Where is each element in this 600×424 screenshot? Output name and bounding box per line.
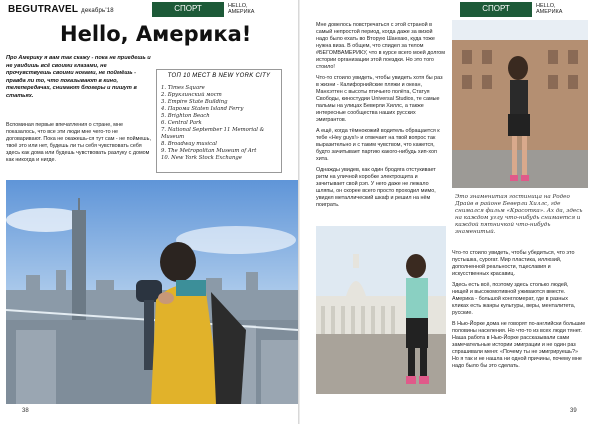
section-note-line1: HELLO, — [536, 3, 556, 9]
skyline-image — [6, 180, 298, 404]
list-item: 3. Empire State Building — [161, 99, 228, 105]
top-places-heading: ТОП 10 МЕСТ В NEW YORK CITY — [167, 73, 271, 79]
brand-name: BEGUTRAVEL — [8, 4, 79, 15]
hotel-image — [452, 20, 588, 188]
photo-caption: Это знаменитая гостиница на Родео Драйв в районе Беверли Хиллс, где снимался фильм «Красотка». Ах да, здесь на каждом углу что-нибудь снимается и каждой пятничкой что-нибудь знаменитый. — [455, 194, 583, 235]
page-title: Hello, Америка! — [60, 22, 252, 46]
section-note-line1: HELLO, — [228, 3, 248, 9]
list-item: 6. Central Park — [161, 120, 202, 126]
column-paragraph: Что-то стоило увидеть, чтобы убедиться, что это пустышка, сурогат. Мир пластика, иллюзий, дополненной реальности, тщеславия и искусственных красавиц. — [452, 250, 575, 277]
hotel-photo — [452, 20, 588, 188]
issue-date: декабрь'18 — [81, 8, 114, 14]
intro-paragraph: Про Америку я вам так скажу - пока не приедешь и не увидишь всё своими глазами, не прочувствуешь своими ногами, не поймёшь - правда ли то, что показывают в кино, телепередачах, снимают блогеры и пишут в статьях. — [6, 55, 151, 99]
section-note-line2: АМЕРИКА — [536, 9, 563, 15]
list-item: 2. Бруклинский мост — [161, 92, 222, 98]
body-paragraph: Вспоминая первые впечатления о стране, мне показалось, что все эти люди мне чего-то не договаривают. Пока не окажешь-ся тут сам - не поймешь, твоё это или нет, будешь ли ты себя чувствовать себя здесь как дома или будешь чувствовать разлуку с домом как никогда и нигде. — [6, 122, 151, 163]
list-item: 5. Brighton Beach — [161, 113, 210, 119]
list-item: 1. Times Square — [161, 85, 205, 91]
top-places-list — [161, 85, 277, 162]
top-places-box — [156, 69, 282, 173]
magazine-brand — [8, 4, 114, 15]
list-item: 7. National September 11 Memorial & Museum — [161, 127, 265, 140]
text-column-2 — [452, 250, 586, 374]
capitol-photo — [316, 226, 446, 394]
section-tag: СПОРТ — [152, 2, 224, 17]
column-paragraph: В Нью-Йорке дома не говорят по-английски большие половины населения. Но что-то из всех люди тянет. Наша работа в Нью-Йорке рассказывали сами замечательные истории эмиграции и не один раз спрашивали меня: «Почему ты не эмигрируешь?» Но я так и не нашла ни одной причины, почему мне надо было бы это сделать. — [452, 321, 586, 369]
text-column-1 — [316, 22, 446, 213]
section-tag: СПОРТ — [460, 2, 532, 17]
capitol-image — [316, 226, 446, 394]
column-paragraph: Мне довелось повстречаться с этой страной в самый непростой период, когда даже за визой надо было ехать во Вторую Шанхаю, куда тоже нужна виза. В общем, что спидел за телом #БЕГОМВАМЕРИКУ, что в курсе всего моей долгом истории организации этой поездки. Но это того стоило! — [316, 22, 445, 70]
section-note — [536, 3, 562, 15]
column-paragraph: А ещё, когда тёмнокожий водитель обращается к тебе «Hey guys!» и отвечает на твой вопрос так выразительно и с таким чувством, что кажется, будто зачитывает партию какого-нибудь хип-хоп хита. — [316, 128, 440, 162]
list-item: 9. The Metropolitan Museum of Art — [161, 148, 257, 154]
page-number: 39 — [570, 408, 577, 414]
column-paragraph: Здесь есть всё, поэтому здесь столько людей, нищей и высокомотивной уживаются вместе. Америка - большой конгломерат, где в разных кликах есть жанры культуры, веры, менталитета, русские. — [452, 282, 576, 316]
list-item: 4. Парома Staten Island Ferry — [161, 106, 244, 112]
list-item: 10. New York Stock Exchange — [161, 155, 242, 161]
section-note — [228, 3, 254, 15]
observation-deck-photo — [6, 180, 298, 404]
right-page — [300, 0, 600, 424]
section-note-line2: АМЕРИКА — [228, 9, 255, 15]
list-item: 8. Broadway musical — [161, 141, 217, 147]
column-paragraph: Что-то стоило увидеть, чтобы увидеть хотя бы раз в жизни - Калифорнийские пляжи и океан, Манхэттен с высоты птичьего полёта, Статуя Свободы, киностудии Universal Studios, те самые пальмы на улицах Беверли Хиллс, а также интересные сообщества наших русских эмигрантов. — [316, 75, 443, 123]
column-paragraph: Однажды увидев, как один бродяга отстукивает ритм на уличной коробке электрощита и зачитывает свой рэп. У него даже не лежало шляпы, он скорее всего просто проходил мимо, увидел металлический шкаф и решил на нём поиграть. — [316, 167, 436, 208]
page-number: 38 — [22, 408, 29, 414]
